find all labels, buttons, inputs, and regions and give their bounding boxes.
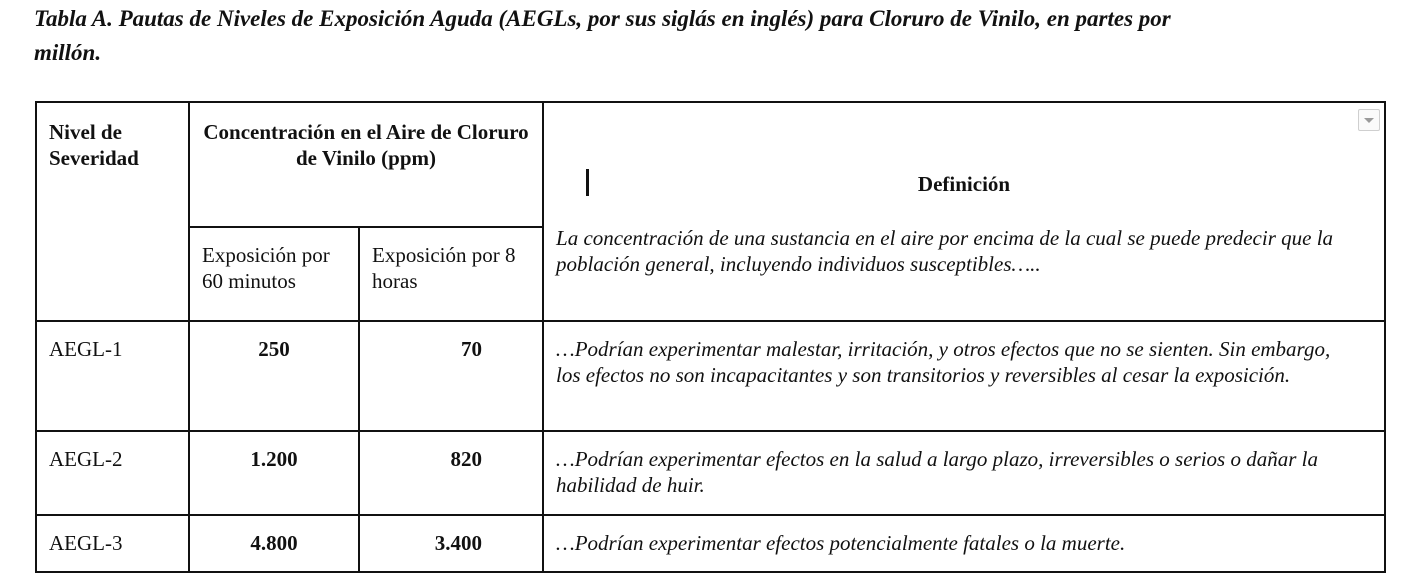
row-definition: …Podrían experimentar efectos en la salud a largo plazo, irreversibles o serios o dañar la habilidad de huir. bbox=[543, 431, 1385, 515]
row-definition: …Podrían experimentar malestar, irritación, y otros efectos que no se sienten. Sin embargo, los efectos no son incapacitantes y son transitorios y reversibles al cesar la exposición. bbox=[543, 321, 1385, 431]
header-concentration: Concentración en el Aire de Cloruro de Vinilo (ppm) bbox=[189, 102, 543, 227]
chevron-down-icon[interactable] bbox=[1358, 109, 1380, 131]
row-value-8h: 70 bbox=[359, 321, 543, 431]
table-row bbox=[36, 431, 1385, 515]
table-caption: Tabla A. Pautas de Niveles de Exposición Aguda (AEGLs, por sus siglás en inglés) para Cloruro de Vinilo, en partes por millón. bbox=[34, 6, 1171, 65]
row-value-8h: 3.400 bbox=[359, 515, 543, 572]
header-definition-wrap bbox=[544, 171, 1384, 277]
header-severity: Nivel de Severidad bbox=[36, 102, 189, 321]
row-value-60min: 4.800 bbox=[189, 515, 359, 572]
header-exposure-8h: Exposición por 8 horas bbox=[359, 227, 543, 321]
table-row bbox=[36, 321, 1385, 431]
definition-intro: La concentración de una sustancia en el aire por encima de la cual se puede predecir que la población general, incluyendo individuos susceptibles….. bbox=[556, 226, 1334, 276]
row-value-60min: 250 bbox=[189, 321, 359, 431]
aegl-table bbox=[35, 101, 1386, 573]
row-level: AEGL-3 bbox=[36, 515, 189, 572]
table-row bbox=[36, 515, 1385, 572]
header-exposure-60: Exposición por 60 minutos bbox=[189, 227, 359, 321]
row-value-8h: 820 bbox=[359, 431, 543, 515]
row-value-60min: 1.200 bbox=[189, 431, 359, 515]
header-definition: Definición bbox=[917, 172, 1011, 196]
row-definition: …Podrían experimentar efectos potencialmente fatales o la muerte. bbox=[543, 515, 1385, 572]
header-definition-cell[interactable] bbox=[543, 102, 1385, 321]
row-level: AEGL-1 bbox=[36, 321, 189, 431]
row-level: AEGL-2 bbox=[36, 431, 189, 515]
